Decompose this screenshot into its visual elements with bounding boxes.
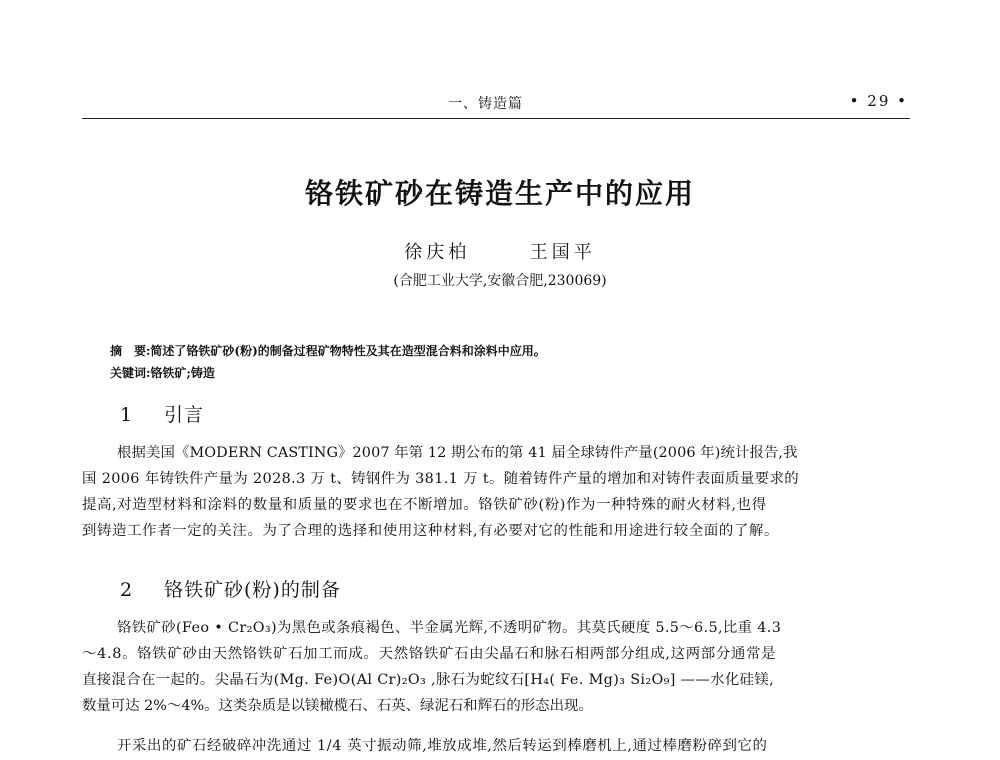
- affiliation: (合肥工业大学,安徽合肥,230069): [393, 273, 607, 289]
- page-number: • 29 •: [849, 92, 908, 110]
- paragraph-line: 直接混合在一起的。尖晶石为(Mg. Fe)O(Al Cr)₂O₃ ,脉石为蛇纹石[H₄( Fe. Mg)₃ Si₂O₉] ——水化硅镁,: [82, 672, 775, 688]
- paragraph-line: 数量可达 2%～4%。这类杂质是以镁橄榄石、石英、绿泥石和辉石的形态出现。: [82, 698, 593, 714]
- paragraph-line: 铬铁矿砂(Feo • Cr₂O₃)为黑色或条痕褐色、半金属光辉,不透明矿物。其莫氏硬度 5.5～6.5,比重 4.3: [117, 620, 782, 636]
- section-title: 引言: [164, 404, 205, 426]
- author-name: 王国平: [529, 242, 596, 263]
- section-number: 1: [120, 404, 134, 426]
- paragraph-line: 根据美国《MODERN CASTING》2007 年第 12 期公布的第 41 届全球铸件产量(2006 年)统计报告,我: [117, 445, 798, 461]
- paragraph-line: 到铸造工作者一定的关注。为了合理的选择和使用这种材料,有必要对它的性能和用途进行较全面的了解。: [82, 523, 780, 539]
- header-rule: [82, 118, 910, 119]
- abstract: 摘 要:简述了铬铁矿砂(粉)的制备过程矿物特性及其在造型混合料和涂料中应用。: [110, 344, 546, 358]
- section-number: 2: [120, 579, 134, 601]
- keywords: 关键词:铬铁矿;铸造: [110, 366, 215, 380]
- section-heading: [120, 575, 341, 602]
- section-heading: [120, 400, 204, 427]
- article-title: 铬铁矿砂在铸造生产中的应用: [304, 177, 695, 210]
- author-name: 徐庆柏: [404, 242, 471, 263]
- running-title: 一、铸造篇: [448, 96, 523, 112]
- abstract-block: [110, 340, 910, 384]
- section-title: 铬铁矿砂(粉)的制备: [164, 579, 341, 601]
- running-header: [82, 90, 910, 118]
- paragraph-line: 国 2006 年铸铁件产量为 2028.3 万 t、铸钢件为 381.1 万 t。随着铸件产量的增加和对铸件表面质量要求的: [82, 471, 799, 487]
- author-list: [0, 238, 1000, 264]
- paragraph-line: 开采出的矿石经破碎冲洗通过 1/4 英寸振动筛,堆放成堆,然后转运到棒磨机上,通过棒磨粉碎到它的: [117, 738, 768, 754]
- paragraph-line: ～4.8。铬铁矿砂由天然铬铁矿石加工而成。天然铬铁矿石由尖晶石和脉石相两部分组成,这两部分通常是: [82, 646, 777, 662]
- paragraph-line: 提高,对造型材料和涂料的数量和质量的要求也在不断增加。铬铁矿砂(粉)作为一种特殊的耐火材料,也得: [82, 497, 767, 513]
